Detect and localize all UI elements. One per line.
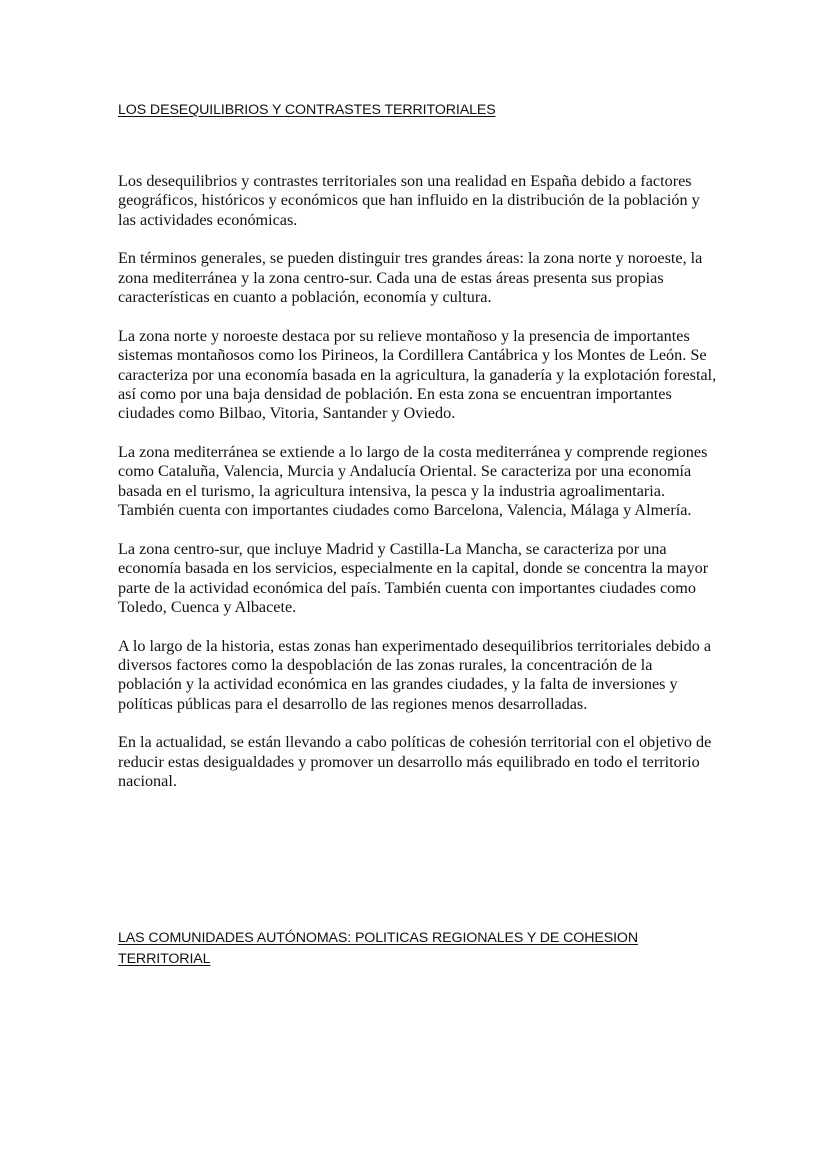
paragraph: La zona mediterránea se extiende a lo largo de la costa mediterránea y comprende regiones como Cataluña, Valencia, Murcia y Andalucía Oriental. Se caracteriza por una economía basada en el turismo, la agricultura intensiva, la pesca y la industria agroalimentaria. También cuenta con importantes ciudades como Barcelona, Valencia, Málaga y Almería.: [118, 443, 708, 520]
paragraph: En la actualidad, se están llevando a cabo políticas de cohesión territorial con el objetivo de reducir estas desigualdades y promover un desarrollo más equilibrado en todo el territorio nacional.: [118, 733, 712, 791]
paragraph: Los desequilibrios y contrastes territoriales son una realidad en España debido a factores geográficos, históricos y económicos que han influido en la distribución de la población y las actividades económicas.: [118, 172, 700, 229]
paragraph: La zona centro-sur, que incluye Madrid y Castilla-La Mancha, se caracteriza por una economía basada en los servicios, especialmente en la capital, donde se concentra la mayor parte de la actividad económica del país. También cuenta con importantes ciudades como Toledo, Cuenca y Albacete.: [118, 539, 709, 617]
section-heading-desequilibrios: LOS DESEQUILIBRIOS Y CONTRASTES TERRITORIALES: [118, 102, 496, 118]
paragraph: En términos generales, se pueden distinguir tres grandes áreas: la zona norte y noroeste, la zona mediterránea y la zona centro-sur. Cada una de estas áreas presenta sus propias características en cuanto a población, economía y cultura.: [118, 249, 703, 307]
paragraph: La zona norte y noroeste destaca por su relieve montañoso y la presencia de importantes sistemas montañosos como los Pirineos, la Cordillera Cantábrica y los Montes de León. Se caracteriza por una economía basada en la agricultura, la ganadería y la explotación forestal, así como por una baja densidad de población. En esta zona se encuentran importantes ciudades como Bilbao, Vitoria, Santander y Oviedo.: [118, 326, 717, 423]
paragraph: A lo largo de la historia, estas zonas han experimentado desequilibrios territoriales debido a diversos factores como la despoblación de las zonas rurales, la concentración de la población y la actividad económica en las grandes ciudades, y la falta de inversiones y políticas públicas para el desarrollo de las regiones menos desarrolladas.: [118, 636, 712, 713]
section-heading-comunidades: LAS COMUNIDADES AUTÓNOMAS: POLITICAS REGIONALES Y DE COHESION TERRITORIAL: [118, 930, 639, 967]
body-text: [118, 172, 718, 811]
